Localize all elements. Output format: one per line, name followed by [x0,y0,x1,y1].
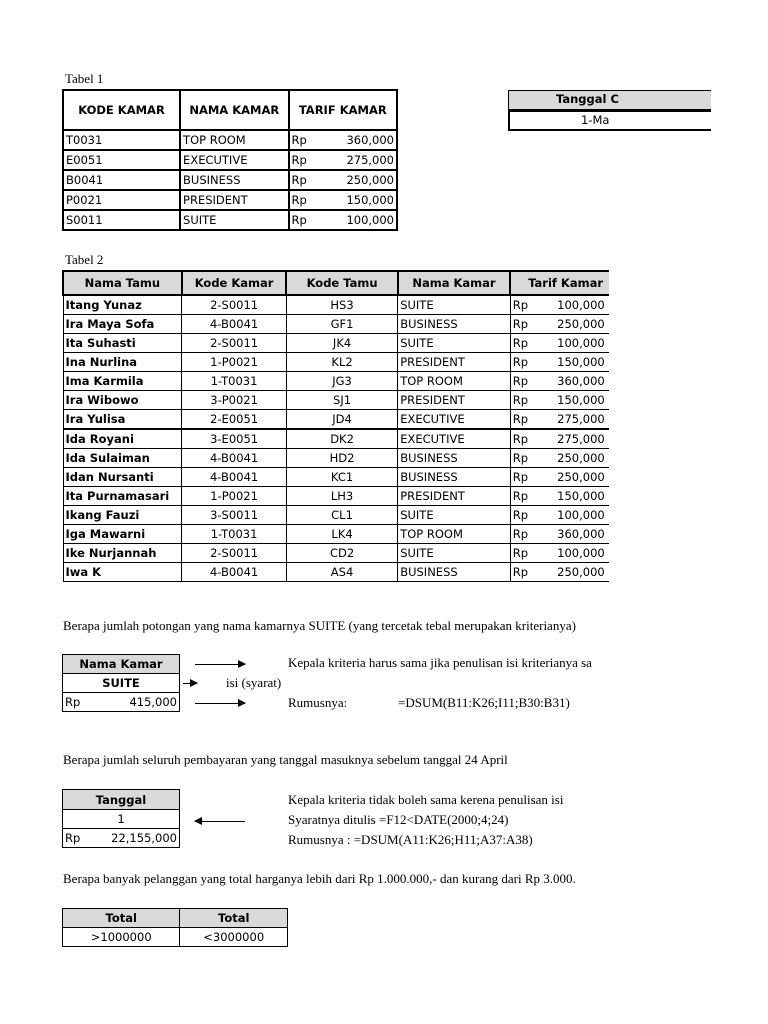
q2-arrow [195,821,245,822]
kode-tamu-cell: LH3 [286,487,397,506]
nama-kamar-cell: EXECUTIVE [180,150,289,170]
nama-kamar-cell: EXECUTIVE [398,429,511,449]
table2-header-nama-kamar: Nama Kamar [398,271,511,295]
kode-tamu-cell: HD2 [286,449,397,468]
q3-header-2: Total [180,909,288,928]
kode-kamar-cell: 2-S0011 [182,295,287,315]
kode-kamar-cell: T0031 [63,130,180,150]
tarif-value: 250,000 [346,173,394,187]
q2-result-value: 22,155,000 [111,831,177,845]
nama-tamu-cell: Iga Mawarni [63,525,182,544]
nama-kamar-cell: TOP ROOM [398,525,511,544]
nama-kamar-cell: SUITE [398,295,511,315]
tarif-value: 250,000 [557,470,605,484]
nama-tamu-cell: Ita Purnamasari [63,487,182,506]
nama-kamar-cell: EXECUTIVE [398,410,511,430]
table-row [63,506,609,525]
tarif-value: 150,000 [557,489,605,503]
nama-tamu-cell: Ida Royani [63,429,182,449]
q1-arrow-3 [195,703,245,704]
kode-tamu-cell: JD4 [286,410,397,430]
q1-formula-label: Rumusnya: [288,695,348,710]
kode-kamar-cell: 1-T0031 [182,372,287,391]
tarif-kamar-cell [510,353,609,372]
table1-header-nama: NAMA KAMAR [180,90,289,130]
q1-result-rp: Rp [65,695,81,709]
nama-tamu-cell: Idan Nursanti [63,468,182,487]
currency-label: Rp [512,298,529,312]
q1-result-value: 415,000 [129,695,177,709]
currency-label: Rp [512,470,529,484]
table2-header-kode-kamar: Kode Kamar [182,271,287,295]
nama-kamar-cell: BUSINESS [398,315,511,334]
q1-question: Berapa jumlah potongan yang nama kamarnya SUITE (yang tercetak tebal merupakan kriterianya) [63,618,576,633]
tanggal-box-header: Tanggal C [556,92,619,106]
q3-header-1: Total [63,909,180,928]
nama-kamar-cell: BUSINESS [398,468,511,487]
table1-header-row [63,90,397,130]
tarif-value: 360,000 [557,374,605,388]
nama-tamu-cell: Ira Maya Sofa [63,315,182,334]
tarif-kamar-cell [289,130,397,150]
table1-header-kode: KODE KAMAR [63,90,180,130]
kode-tamu-cell: CD2 [286,544,397,563]
table-row [63,468,609,487]
kode-kamar-cell: 4-B0041 [182,563,287,582]
tarif-value: 100,000 [557,508,605,522]
tarif-value: 275,000 [557,412,605,426]
nama-kamar-cell: TOP ROOM [398,372,511,391]
q1-arrow-1 [195,664,245,665]
q2-result [63,829,180,848]
q2-criteria-table [62,789,180,848]
kode-tamu-cell: JK4 [286,334,397,353]
nama-tamu-cell: Ira Wibowo [63,391,182,410]
nama-tamu-cell: Ina Nurlina [63,353,182,372]
tarif-value: 360,000 [557,527,605,541]
tarif-kamar-cell [510,410,609,430]
q2-criteria-value: 1 [63,810,180,829]
table-row [63,372,609,391]
table1 [62,89,398,231]
q1-result [63,693,180,712]
nama-tamu-cell: Ima Karmila [63,372,182,391]
tarif-kamar-cell [510,468,609,487]
currency-label: Rp [512,355,529,369]
kode-kamar-cell: 1-P0021 [182,487,287,506]
nama-kamar-cell: TOP ROOM [180,130,289,150]
tarif-value: 250,000 [557,565,605,579]
currency-label: Rp [512,451,529,465]
q1-criteria-table [62,654,180,712]
currency-label: Rp [512,527,529,541]
table-row [63,353,609,372]
kode-tamu-cell: AS4 [286,563,397,582]
kode-kamar-cell: 3-S0011 [182,506,287,525]
table-row [63,190,397,210]
q3-value-1: >1000000 [63,928,180,947]
kode-kamar-cell: 4-B0041 [182,315,287,334]
q1-formula: =DSUM(B11:K26;I11;B30:B31) [398,695,570,710]
tarif-kamar-cell [510,487,609,506]
kode-kamar-cell: 2-S0011 [182,544,287,563]
kode-kamar-cell: P0021 [63,190,180,210]
table-row [63,449,609,468]
table2-header-tarif-kamar: Tarif Kamar [510,271,609,295]
nama-tamu-cell: Ike Nurjannah [63,544,182,563]
tarif-value: 275,000 [346,153,394,167]
table2-caption: Tabel 2 [65,252,104,267]
nama-kamar-cell: SUITE [180,210,289,230]
nama-kamar-cell: PRESIDENT [398,391,511,410]
kode-kamar-cell: 3-P0021 [182,391,287,410]
tarif-value: 150,000 [557,355,605,369]
tarif-value: 250,000 [557,451,605,465]
table2-header-row [63,271,609,295]
nama-kamar-cell: SUITE [398,334,511,353]
table-row [63,563,609,582]
tarif-value: 100,000 [557,298,605,312]
currency-label: Rp [512,489,529,503]
kode-tamu-cell: SJ1 [286,391,397,410]
table2-header-kode-tamu: Kode Tamu [286,271,397,295]
currency-label: Rp [512,412,529,426]
kode-tamu-cell: KC1 [286,468,397,487]
nama-tamu-cell: Ira Yulisa [63,410,182,430]
currency-label: Rp [512,565,529,579]
currency-label: Rp [512,317,529,331]
table2 [62,270,609,582]
currency-label: Rp [291,133,307,147]
q1-criteria-header: Nama Kamar [63,655,180,674]
tarif-kamar-cell [510,563,609,582]
table-row [63,130,397,150]
tanggal-box [508,90,711,132]
tarif-kamar-cell [289,170,397,190]
currency-label: Rp [291,173,307,187]
kode-tamu-cell: KL2 [286,353,397,372]
tarif-value: 150,000 [346,193,394,207]
kode-tamu-cell: GF1 [286,315,397,334]
table-row [63,315,609,334]
nama-kamar-cell: PRESIDENT [398,353,511,372]
tarif-value: 100,000 [346,213,394,227]
tarif-kamar-cell [510,449,609,468]
kode-kamar-cell: 1-T0031 [182,525,287,544]
tarif-value: 275,000 [557,432,605,446]
kode-tamu-cell: LK4 [286,525,397,544]
nama-kamar-cell: SUITE [398,544,511,563]
kode-kamar-cell: 1-P0021 [182,353,287,372]
tarif-value: 150,000 [557,393,605,407]
currency-label: Rp [512,432,529,446]
nama-kamar-cell: PRESIDENT [398,487,511,506]
nama-kamar-cell: PRESIDENT [180,190,289,210]
table2-header-nama-tamu: Nama Tamu [63,271,182,295]
q3-value-2: <3000000 [180,928,288,947]
tarif-kamar-cell [510,334,609,353]
currency-label: Rp [512,546,529,560]
currency-label: Rp [291,213,307,227]
kode-tamu-cell: JG3 [286,372,397,391]
q2-note1: Kepala kriteria tidak boleh sama kerena penulisan isi [288,792,564,807]
tarif-kamar-cell [510,525,609,544]
tarif-kamar-cell [289,150,397,170]
q1-criteria-value: SUITE [63,674,180,693]
table-row [63,487,609,506]
kode-kamar-cell: 3-E0051 [182,429,287,449]
nama-kamar-cell: SUITE [398,506,511,525]
tarif-kamar-cell [510,391,609,410]
tarif-kamar-cell [510,506,609,525]
q2-note2: Syaratnya ditulis =F12<DATE(2000;4;24) [288,812,509,827]
currency-label: Rp [512,374,529,388]
q1-note1: Kepala kriteria harus sama jika penulisan isi kriterianya sa [288,655,592,670]
currency-label: Rp [291,193,307,207]
nama-tamu-cell: Itang Yunaz [63,295,182,315]
kode-kamar-cell: 4-B0041 [182,468,287,487]
tarif-kamar-cell [510,544,609,563]
table-row [63,410,609,430]
tarif-kamar-cell [510,295,609,315]
kode-kamar-cell: 2-E0051 [182,410,287,430]
q1-arrow-2 [183,683,197,684]
q2-criteria-header: Tanggal [63,790,180,810]
table-row [63,150,397,170]
currency-label: Rp [291,153,307,167]
tarif-value: 100,000 [557,546,605,560]
kode-kamar-cell: B0041 [63,170,180,190]
nama-kamar-cell: BUSINESS [398,449,511,468]
nama-tamu-cell: Ikang Fauzi [63,506,182,525]
kode-kamar-cell: E0051 [63,150,180,170]
currency-label: Rp [512,336,529,350]
table-row [63,170,397,190]
table-row [63,525,609,544]
nama-kamar-cell: BUSINESS [180,170,289,190]
tarif-value: 250,000 [557,317,605,331]
table1-caption: Tabel 1 [65,71,104,86]
table2-wrapper [62,270,609,597]
tanggal-box-value: 1-Ma [581,113,610,127]
table1-header-tarif: TARIF KAMAR [289,90,397,130]
tarif-value: 100,000 [557,336,605,350]
kode-tamu-cell: DK2 [286,429,397,449]
table-row [63,295,609,315]
kode-tamu-cell: HS3 [286,295,397,315]
nama-tamu-cell: Ita Suhasti [63,334,182,353]
table-row [63,429,609,449]
q2-question: Berapa jumlah seluruh pembayaran yang tanggal masuknya sebelum tanggal 24 April [63,752,508,767]
q1-note2: isi (syarat) [226,675,282,690]
table-row [63,334,609,353]
nama-tamu-cell: Ida Sulaiman [63,449,182,468]
tarif-kamar-cell [289,210,397,230]
table-row [63,391,609,410]
tarif-value: 360,000 [346,133,394,147]
kode-kamar-cell: S0011 [63,210,180,230]
q2-note3: Rumusnya : =DSUM(A11:K26;H11;A37:A38) [288,832,533,847]
currency-label: Rp [512,508,529,522]
kode-tamu-cell: CL1 [286,506,397,525]
tarif-kamar-cell [289,190,397,210]
q3-criteria-table [62,908,288,947]
tarif-kamar-cell [510,315,609,334]
tarif-kamar-cell [510,429,609,449]
q3-question: Berapa banyak pelanggan yang total harganya lebih dari Rp 1.000.000,- dan kurang dari Rp 3.000. [63,871,576,886]
currency-label: Rp [512,393,529,407]
kode-kamar-cell: 4-B0041 [182,449,287,468]
nama-kamar-cell: BUSINESS [398,563,511,582]
kode-kamar-cell: 2-S0011 [182,334,287,353]
table-row [63,210,397,230]
nama-tamu-cell: Iwa K [63,563,182,582]
tarif-kamar-cell [510,372,609,391]
q2-result-rp: Rp [65,831,81,845]
table-row [63,544,609,563]
